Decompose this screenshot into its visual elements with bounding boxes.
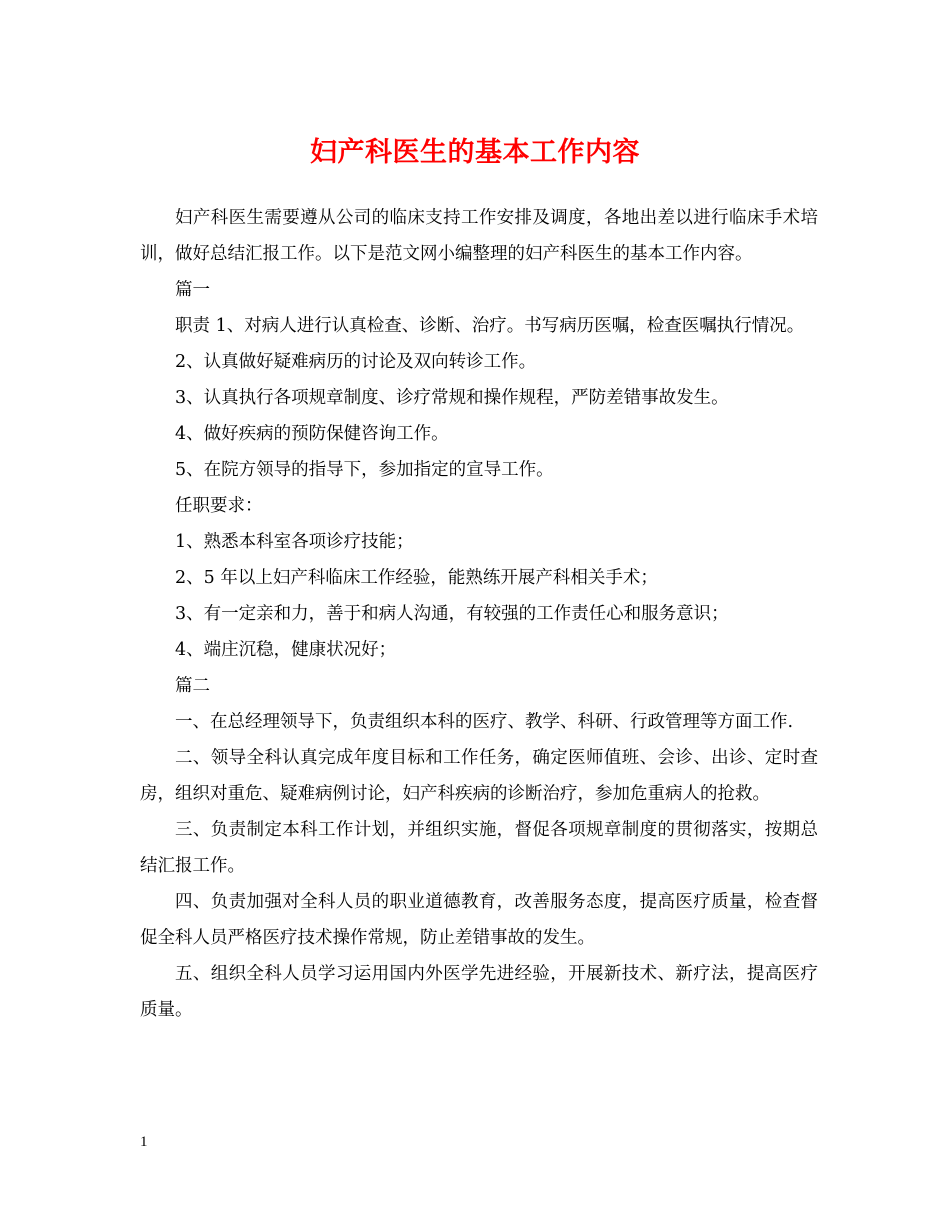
- paragraph-duty-4: 4、做好疾病的预防保健咨询工作。: [175, 424, 449, 444]
- paragraph-requirement-4: 4、端庄沉稳，健康状况好；: [175, 640, 397, 660]
- page-number: 1: [140, 1134, 148, 1150]
- document-title: 妇产科医生的基本工作内容: [310, 137, 640, 168]
- paragraph-intro: 妇产科医生需要遵从公司的临床支持工作安排及调度，各地出差以进行临床手术培训，做好总结汇报工作。以下是范文网小编整理的妇产科医生的基本工作内容。: [140, 208, 818, 264]
- paragraph-item-4: 四、负责加强对全科人员的职业道德教育，改善服务态度，提高医疗质量，检查督促全科人员严格医疗技术操作常规，防止差错事故的发生。: [140, 892, 818, 948]
- paragraph-item-1: 一、在总经理领导下，负责组织本科的医疗、教学、科研、行政管理等方面工作.: [175, 712, 794, 732]
- paragraph-item-5: 五、组织全科人员学习运用国内外医学先进经验，开展新技术、新疗法，提高医疗质量。: [140, 964, 818, 1020]
- section-heading-part-two: 篇二: [175, 676, 210, 696]
- paragraph-duty-5: 5、在院方领导的指导下，参加指定的宣导工作。: [175, 460, 554, 480]
- paragraph-duty-3: 3、认真执行各项规章制度、诊疗常规和操作规程，严防差错事故发生。: [175, 388, 729, 408]
- paragraph-duty-1: 职责 1、对病人进行认真检查、诊断、治疗。书写病历医嘱，检查医嘱执行情况。: [175, 316, 805, 336]
- section-heading-part-one: 篇一: [175, 280, 210, 300]
- requirements-heading: 任职要求：: [175, 496, 263, 516]
- document-body: [140, 200, 818, 1028]
- paragraph-item-2: 二、领导全科认真完成年度目标和工作任务，确定医师值班、会诊、出诊、定时查房，组织对重危、疑难病例讨论，妇产科疾病的诊断治疗，参加危重病人的抢救。: [140, 748, 818, 804]
- paragraph-item-3: 三、负责制定本科工作计划，并组织实施，督促各项规章制度的贯彻落实，按期总结汇报工作。: [140, 820, 818, 876]
- paragraph-duty-2: 2、认真做好疑难病历的讨论及双向转诊工作。: [175, 352, 537, 372]
- paragraph-requirement-3: 3、有一定亲和力，善于和病人沟通，有较强的工作责任心和服务意识；: [175, 604, 729, 624]
- paragraph-requirement-2: 2、5 年以上妇产科临床工作经验，能熟练开展产科相关手术；: [175, 568, 658, 588]
- paragraph-requirement-1: 1、熟悉本科室各项诊疗技能；: [175, 532, 414, 552]
